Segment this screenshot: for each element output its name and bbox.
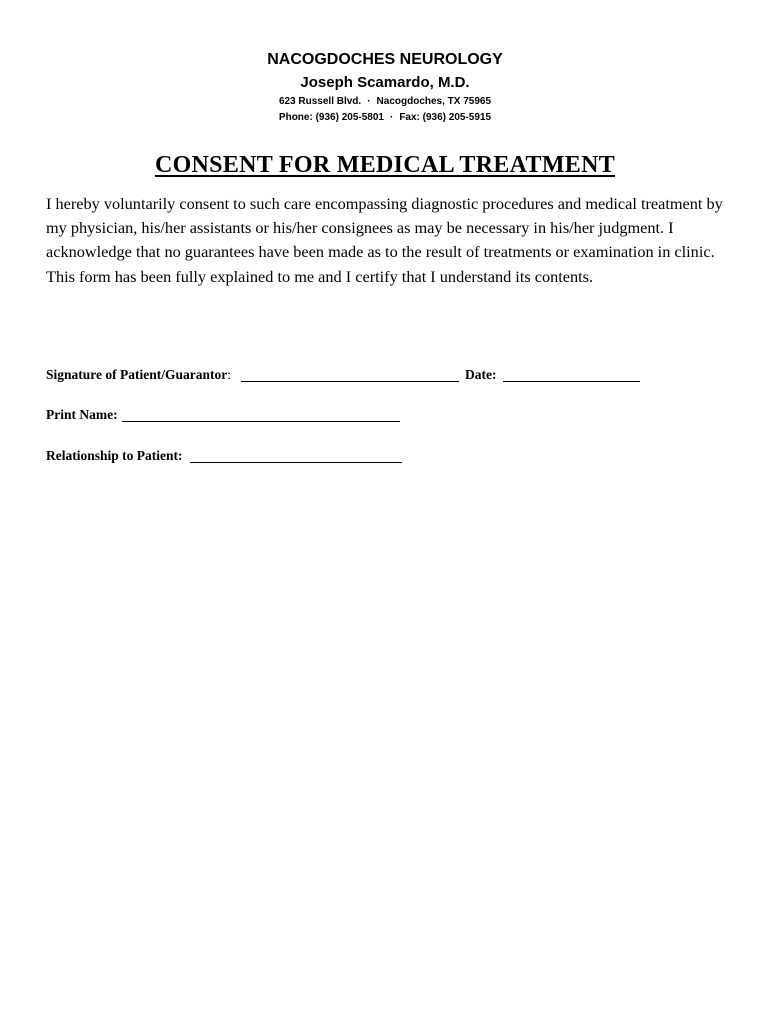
contact-separator: · (389, 112, 394, 123)
address-street: 623 Russell Blvd. (278, 96, 362, 107)
date-label: Date: (465, 367, 497, 382)
relationship-field[interactable] (190, 447, 402, 463)
address-city: Nacogdoches, TX 75965 (376, 96, 492, 107)
signature-row (46, 366, 640, 384)
address-separator: · (367, 96, 371, 107)
date-field[interactable] (503, 366, 640, 382)
signature-label-colon: : (227, 367, 232, 382)
signature-label (46, 366, 231, 384)
relationship-label: Relationship to Patient: (46, 448, 183, 463)
letterhead (0, 48, 770, 126)
relationship-row (46, 447, 402, 465)
signature-label-text: Signature of Patient/Guarantor (46, 367, 228, 382)
practice-name: NACOGDOCHES NEUROLOGY (267, 51, 503, 68)
print-name-row (46, 406, 400, 424)
document-title-text: CONSENT FOR MEDICAL TREATMENT (154, 152, 616, 178)
consent-paragraph: I hereby voluntarily consent to such care encompassing diagnostic procedures and medical treatment by my physician, his/her assistants or his/her consignees as may be necessary in his/her judgment. I acknowledge that no guarantees have been made as to the result of treatments or examination in clinic. This form has been fully explained to me and I certify that I understand its contents. (46, 194, 723, 286)
document-title (0, 143, 770, 180)
doctor-name: Joseph Scamardo, M.D. (300, 74, 470, 91)
signature-field[interactable] (241, 366, 459, 382)
address-line (0, 94, 770, 110)
contact-line (0, 110, 770, 126)
print-name-field[interactable] (122, 406, 400, 422)
print-name-label: Print Name: (46, 407, 118, 422)
phone-number: Phone: (936) 205-5801 (278, 112, 384, 123)
fax-number: Fax: (936) 205-5915 (399, 112, 492, 123)
